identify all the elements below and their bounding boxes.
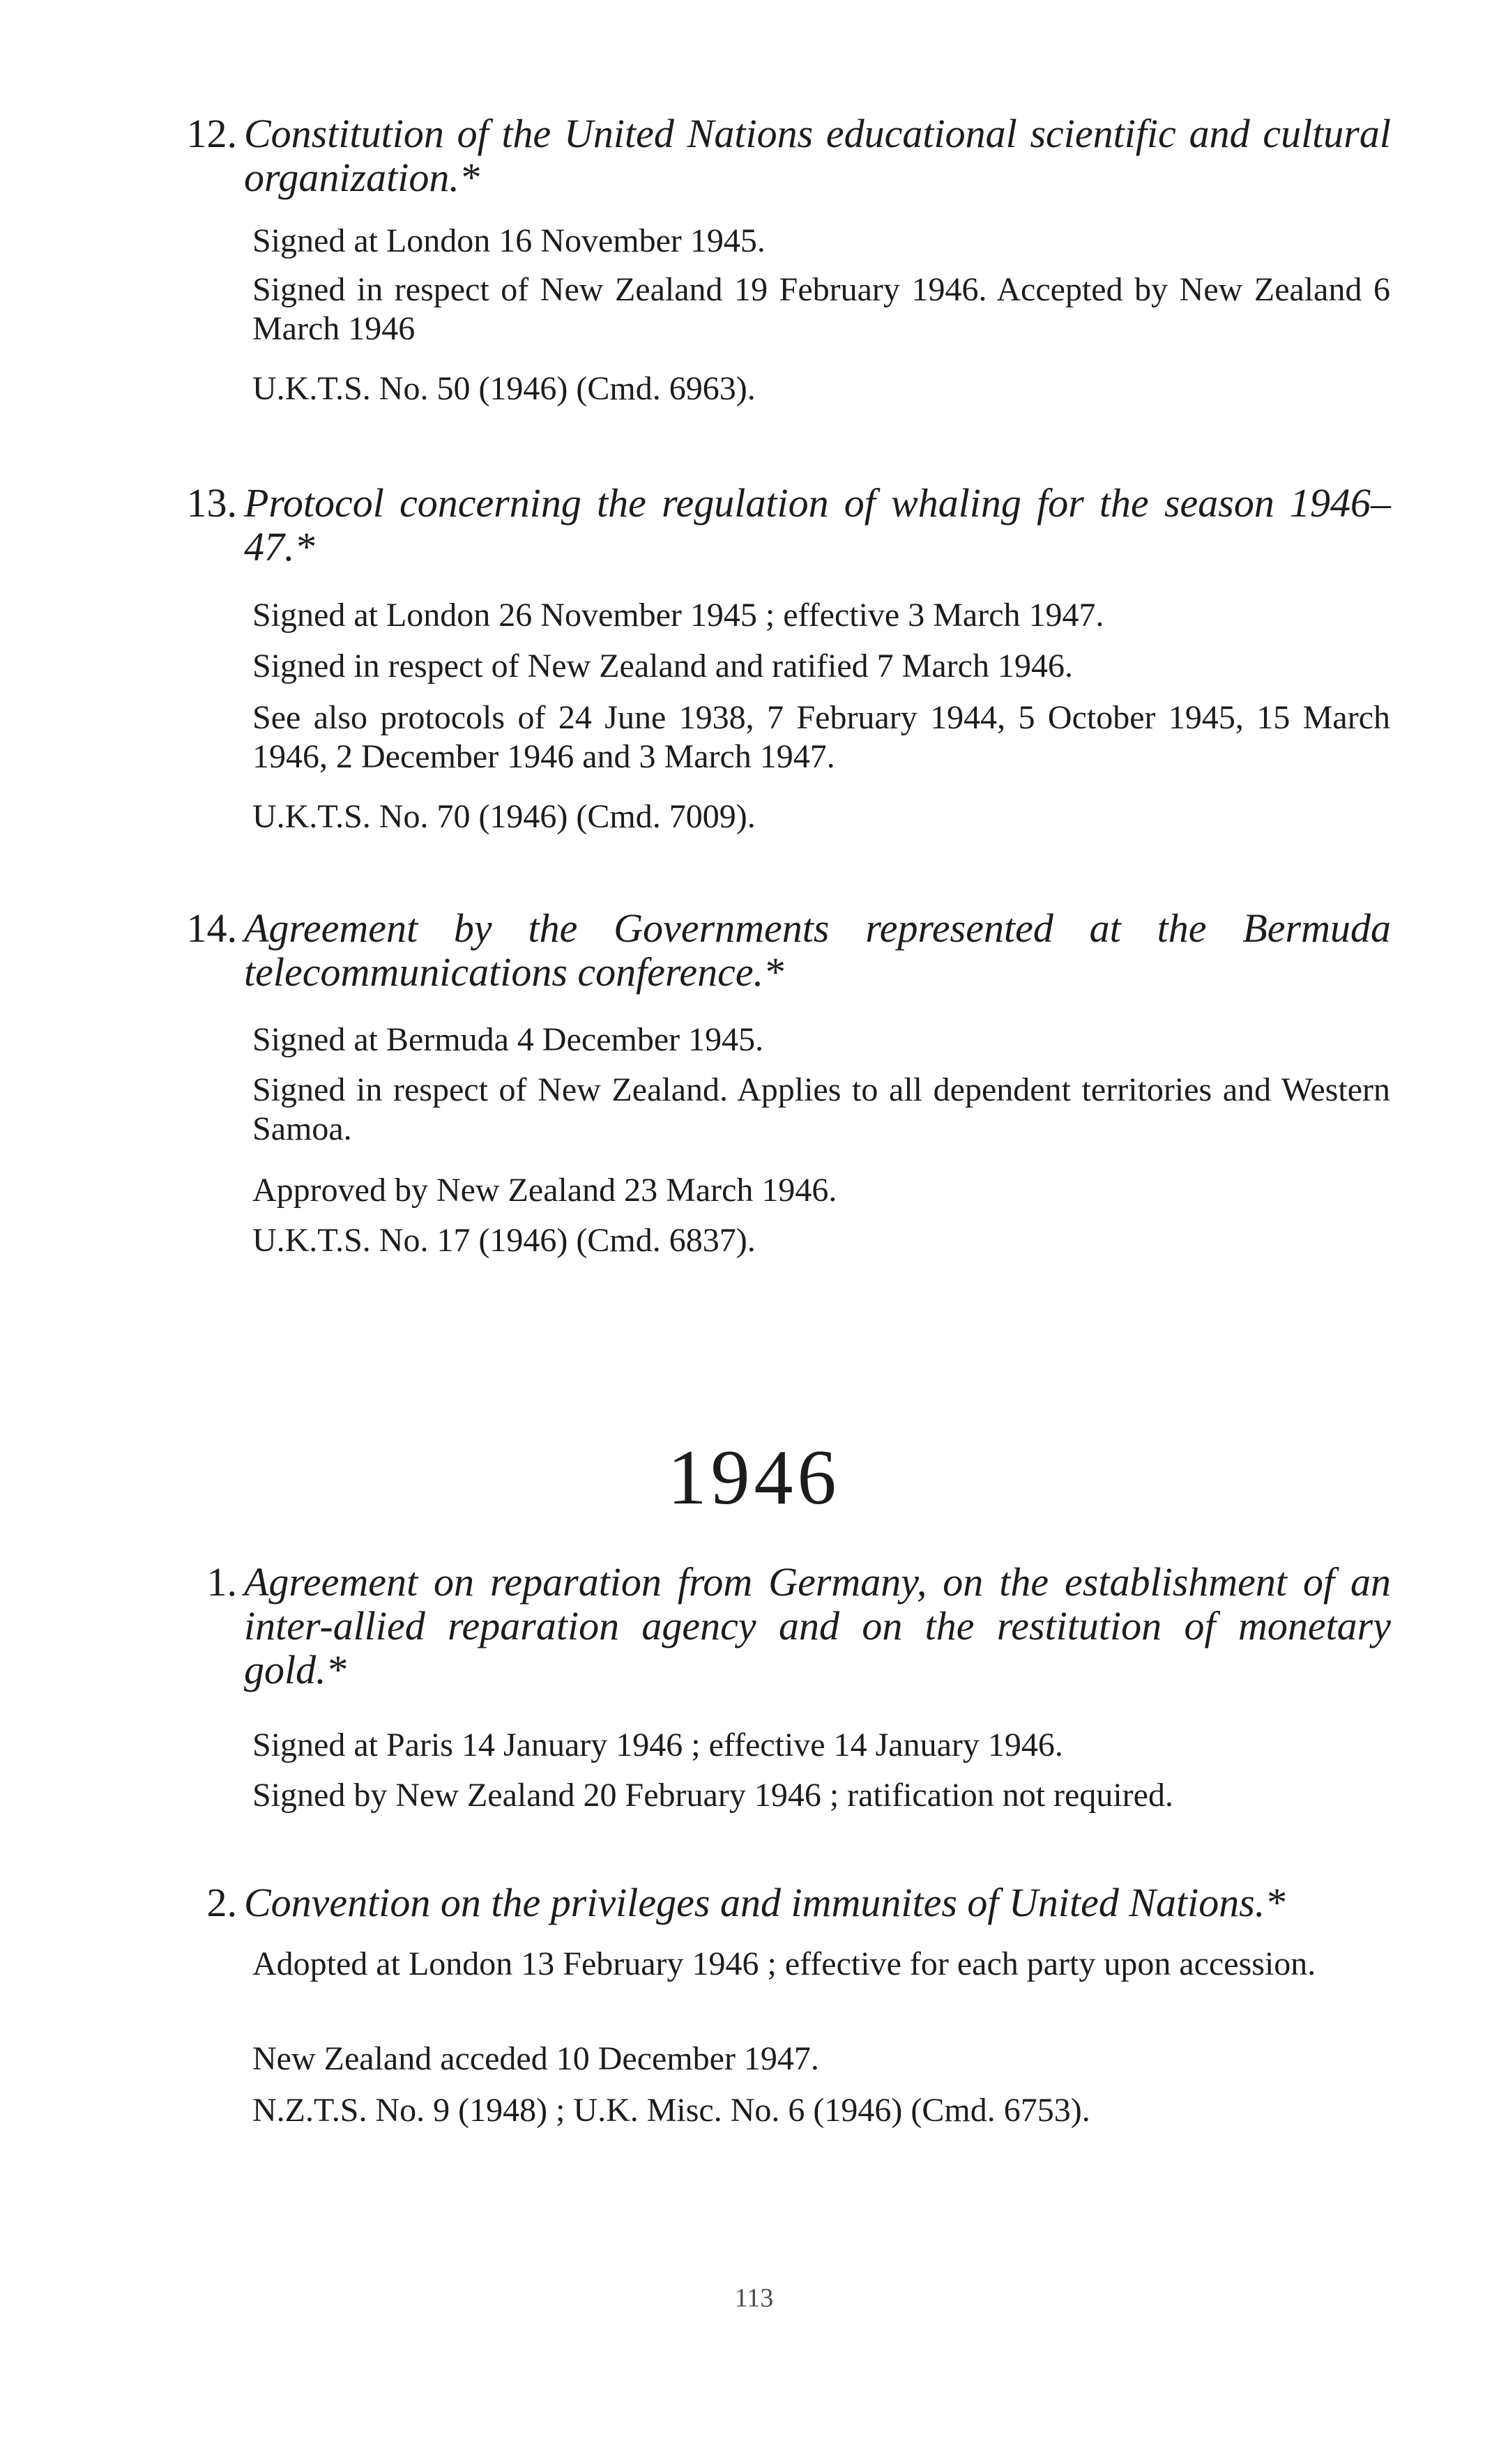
- entry-number: 2.: [206, 1880, 237, 1925]
- entry-title: Protocol concerning the regulation of whaling for the season 1946–47.*: [244, 480, 1391, 569]
- entry-number: 1.: [206, 1559, 237, 1605]
- entry-detail: New Zealand acceded 10 December 1947.: [252, 2040, 819, 2077]
- entry-detail: U.K.T.S. No. 17 (1946) (Cmd. 6837).: [252, 1222, 756, 1259]
- entry-title: Convention on the privileges and immunites of United Nations.*: [244, 1880, 1286, 1925]
- entry-detail: See also protocols of 24 June 1938, 7 February 1944, 5 October 1945, 15 March 1946, 2 December 1946 and 3 March 1947.: [252, 699, 1390, 775]
- entry-detail: Approved by New Zealand 23 March 1946.: [252, 1172, 837, 1209]
- entry-title: Agreement by the Governments represented at the Bermuda telecommunications conference.*: [244, 905, 1391, 995]
- entry-detail: Signed in respect of New Zealand 19 February 1946. Accepted by New Zealand 6 March 1946: [252, 271, 1390, 347]
- entry-number: 13.: [186, 480, 237, 526]
- entry-detail: Adopted at London 13 February 1946 ; effective for each party upon accession.: [252, 1945, 1316, 1982]
- entry-detail: Signed in respect of New Zealand and ratified 7 March 1946.: [252, 648, 1073, 684]
- entry-detail: U.K.T.S. No. 50 (1946) (Cmd. 6963).: [252, 370, 756, 407]
- entry-number: 14.: [186, 905, 237, 951]
- entry-detail: Signed at Bermuda 4 December 1945.: [252, 1021, 764, 1058]
- entry-detail: Signed at Paris 14 January 1946 ; effective 14 January 1946.: [252, 1727, 1063, 1763]
- entry-detail: Signed at London 26 November 1945 ; effective 3 March 1947.: [252, 597, 1104, 634]
- entry-title: Agreement on reparation from Germany, on the establishment of an inter-allied reparation agency and on the restitution of monetary gold.*: [244, 1559, 1391, 1692]
- entry-detail: N.Z.T.S. No. 9 (1948) ; U.K. Misc. No. 6 (1946) (Cmd. 6753).: [252, 2092, 1090, 2129]
- entry-detail: Signed at London 16 November 1945.: [252, 222, 766, 259]
- entry-detail: Signed in respect of New Zealand. Applies to all dependent territories and Western Samoa.: [252, 1071, 1390, 1147]
- entry-title: Constitution of the United Nations educational scientific and cultural organization.*: [244, 111, 1391, 200]
- year-heading: 1946: [667, 1434, 841, 1521]
- entry-number: 12.: [186, 111, 237, 156]
- entry-detail: Signed by New Zealand 20 February 1946 ; ratification not required.: [252, 1777, 1173, 1814]
- page-number: 113: [734, 2283, 774, 2313]
- entry-detail: U.K.T.S. No. 70 (1946) (Cmd. 7009).: [252, 798, 756, 835]
